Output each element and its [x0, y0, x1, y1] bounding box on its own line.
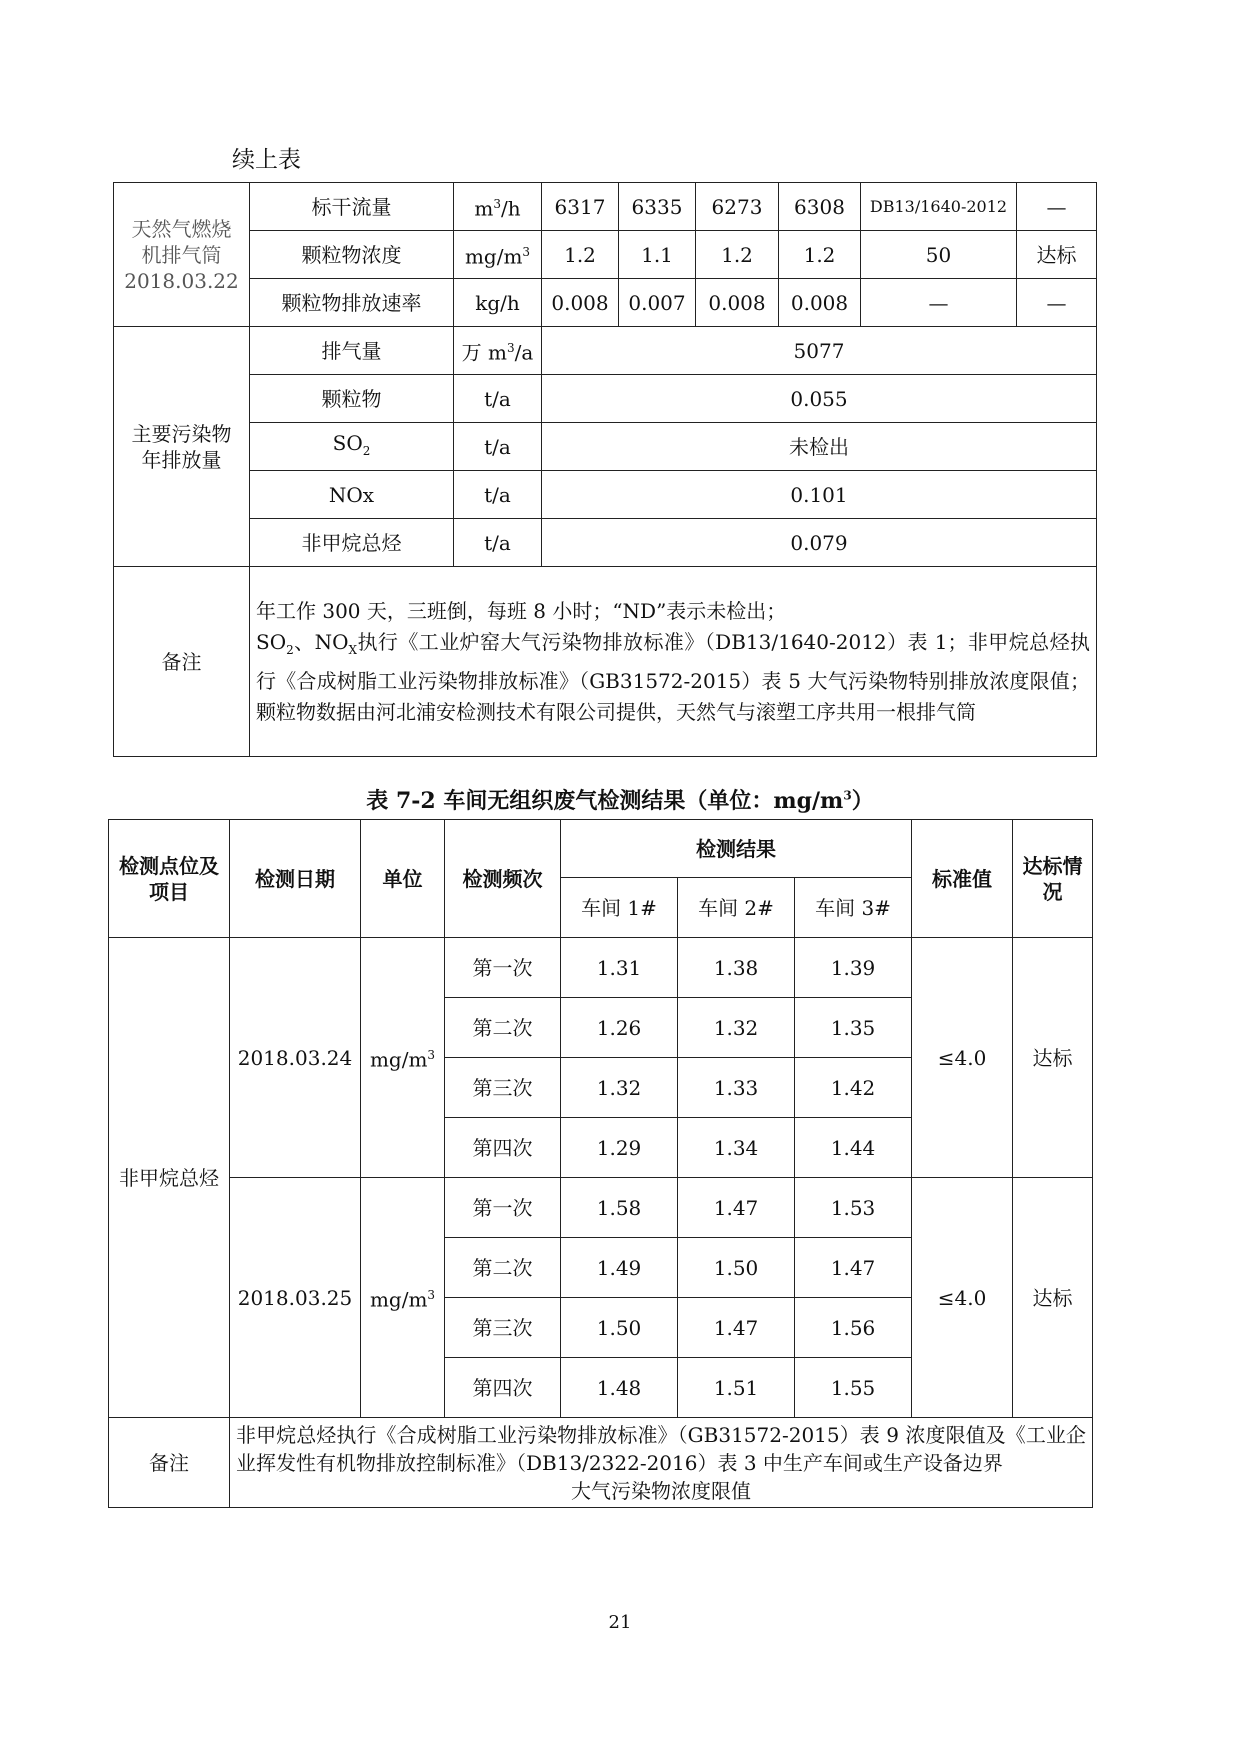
table-row: [114, 519, 1097, 567]
value-cell: 1.58: [561, 1178, 678, 1238]
item-cell: $SO_2$: [250, 423, 454, 471]
item-cell: 颗粒物: [250, 375, 454, 423]
emission-table-continued: [113, 182, 1097, 757]
frequency-cell: 第三次: [445, 1298, 561, 1358]
unit-cell: 万 $m^3/a$: [454, 327, 542, 375]
value-cell: 1.47: [678, 1178, 795, 1238]
frequency-cell: 第一次: [445, 1178, 561, 1238]
frequency-cell: 第二次: [445, 1238, 561, 1298]
value-cell: 1.1: [619, 231, 696, 279]
value-cell: 1.47: [795, 1238, 912, 1298]
header-row: [109, 820, 1093, 878]
table-row: [109, 1418, 1093, 1508]
item-cell: 排气量: [250, 327, 454, 375]
value-cell: 1.31: [561, 938, 678, 998]
value-cell: 1.44: [795, 1118, 912, 1178]
header-unit: 单位: [361, 820, 445, 938]
source-label-cell: 天然气燃烧 机排气筒 2018.03.22: [114, 183, 250, 327]
item-cell: 颗粒物排放速率: [250, 279, 454, 327]
value-cell: 1.56: [795, 1298, 912, 1358]
annual-value-cell: 未检出: [542, 423, 1097, 471]
remark-cell: 年工作 300 天，三班倒，每班 8 小时；“ND”表示未检出； $SO_2$、$NO_X$执行《工业炉窑大气污染物排放标准》（DB13/1640-2012）表 1；非甲烷总烃执行《合成树脂工业污染物排放标准》（GB31572-2015）表 5 大气污染物特别排放浓度限值；颗粒物数据由河北浦安检测技术有限公司提供，天然气与滚塑工序共用一根排气筒: [250, 567, 1097, 757]
value-cell: 1.47: [678, 1298, 795, 1358]
value-cell: 0.008: [779, 279, 861, 327]
standard-cell: —: [861, 279, 1017, 327]
value-cell: 1.39: [795, 938, 912, 998]
item-cell: NOx: [250, 471, 454, 519]
unit-cell: $mg/m^3$: [361, 938, 445, 1178]
value-cell: 6335: [619, 183, 696, 231]
value-cell: 1.32: [561, 1058, 678, 1118]
remark-cell: 非甲烷总烃执行《合成树脂工业污染物排放标准》（GB31572-2015）表 9 浓度限值及《工业企业挥发性有机物排放控制标准》（DB13/2322-2016）表 3 中生产车间或生产设备边界 大气污染物浓度限值: [230, 1418, 1093, 1508]
annual-value-cell: 5077: [542, 327, 1097, 375]
workshop-emission-table: [108, 819, 1093, 1508]
date-cell: 2018.03.25: [230, 1178, 361, 1418]
table-row: [114, 471, 1097, 519]
unit-cell: $m^3/h$: [454, 183, 542, 231]
value-cell: 0.008: [696, 279, 779, 327]
header-frequency: 检测频次: [445, 820, 561, 938]
unit-cell: kg/h: [454, 279, 542, 327]
item-cell: 非甲烷总烃: [109, 938, 230, 1418]
value-cell: 6308: [779, 183, 861, 231]
header-result: 检测结果: [561, 820, 912, 878]
value-cell: 1.50: [561, 1298, 678, 1358]
compliance-cell: 达标: [1013, 938, 1093, 1178]
value-cell: 1.55: [795, 1358, 912, 1418]
table-row: [114, 423, 1097, 471]
compliance-cell: 达标: [1013, 1178, 1093, 1418]
unit-cell: $mg/m^3$: [361, 1178, 445, 1418]
table-row: [114, 231, 1097, 279]
result-cell: 达标: [1017, 231, 1097, 279]
value-cell: 1.34: [678, 1118, 795, 1178]
item-cell: 颗粒物浓度: [250, 231, 454, 279]
table-row: [109, 1178, 1093, 1238]
table-row: [109, 938, 1093, 998]
value-cell: 1.53: [795, 1178, 912, 1238]
value-cell: 1.26: [561, 998, 678, 1058]
table-row: [114, 183, 1097, 231]
value-cell: 0.007: [619, 279, 696, 327]
standard-cell: ≤4.0: [912, 938, 1013, 1178]
header-standard: 标准值: [912, 820, 1013, 938]
annual-value-cell: 0.079: [542, 519, 1097, 567]
value-cell: 0.008: [542, 279, 619, 327]
value-cell: 1.51: [678, 1358, 795, 1418]
value-cell: 1.35: [795, 998, 912, 1058]
remark-label-cell: 备注: [109, 1418, 230, 1508]
standard-cell: 50: [861, 231, 1017, 279]
standard-cell: ≤4.0: [912, 1178, 1013, 1418]
table-row: [114, 567, 1097, 757]
value-cell: 1.42: [795, 1058, 912, 1118]
annual-value-cell: 0.101: [542, 471, 1097, 519]
header-workshop-2: 车间 2#: [678, 878, 795, 938]
result-cell: —: [1017, 279, 1097, 327]
value-cell: 6317: [542, 183, 619, 231]
remark-label-cell: 备注: [114, 567, 250, 757]
table-row: [114, 327, 1097, 375]
unit-cell: t/a: [454, 375, 542, 423]
value-cell: 1.38: [678, 938, 795, 998]
result-cell: —: [1017, 183, 1097, 231]
value-cell: 1.2: [542, 231, 619, 279]
header-date: 检测日期: [230, 820, 361, 938]
value-cell: 1.2: [696, 231, 779, 279]
page-number: 21: [608, 1612, 632, 1633]
item-cell: 标干流量: [250, 183, 454, 231]
annual-value-cell: 0.055: [542, 375, 1097, 423]
value-cell: 6273: [696, 183, 779, 231]
table-row: [114, 375, 1097, 423]
item-cell: 非甲烷总烃: [250, 519, 454, 567]
value-cell: 1.48: [561, 1358, 678, 1418]
continued-table-heading: 续上表: [232, 147, 301, 173]
unit-cell: $mg/m^3$: [454, 231, 542, 279]
table-7-2-caption: 表 7-2 车间无组织废气检测结果（单位：$mg/m^3$）: [366, 788, 874, 814]
value-cell: 1.50: [678, 1238, 795, 1298]
value-cell: 1.32: [678, 998, 795, 1058]
annual-emission-label-cell: 主要污染物 年排放量: [114, 327, 250, 567]
frequency-cell: 第四次: [445, 1358, 561, 1418]
value-cell: 1.49: [561, 1238, 678, 1298]
date-cell: 2018.03.24: [230, 938, 361, 1178]
frequency-cell: 第一次: [445, 938, 561, 998]
header-workshop-3: 车间 3#: [795, 878, 912, 938]
unit-cell: t/a: [454, 519, 542, 567]
frequency-cell: 第二次: [445, 998, 561, 1058]
header-point: 检测点位及项目: [109, 820, 230, 938]
value-cell: 1.29: [561, 1118, 678, 1178]
standard-cell: DB13/1640-2012: [861, 183, 1017, 231]
value-cell: 1.33: [678, 1058, 795, 1118]
header-workshop-1: 车间 1#: [561, 878, 678, 938]
unit-cell: t/a: [454, 423, 542, 471]
value-cell: 1.2: [779, 231, 861, 279]
frequency-cell: 第四次: [445, 1118, 561, 1178]
frequency-cell: 第三次: [445, 1058, 561, 1118]
table-row: [114, 279, 1097, 327]
unit-cell: t/a: [454, 471, 542, 519]
header-compliance: 达标情况: [1013, 820, 1093, 938]
